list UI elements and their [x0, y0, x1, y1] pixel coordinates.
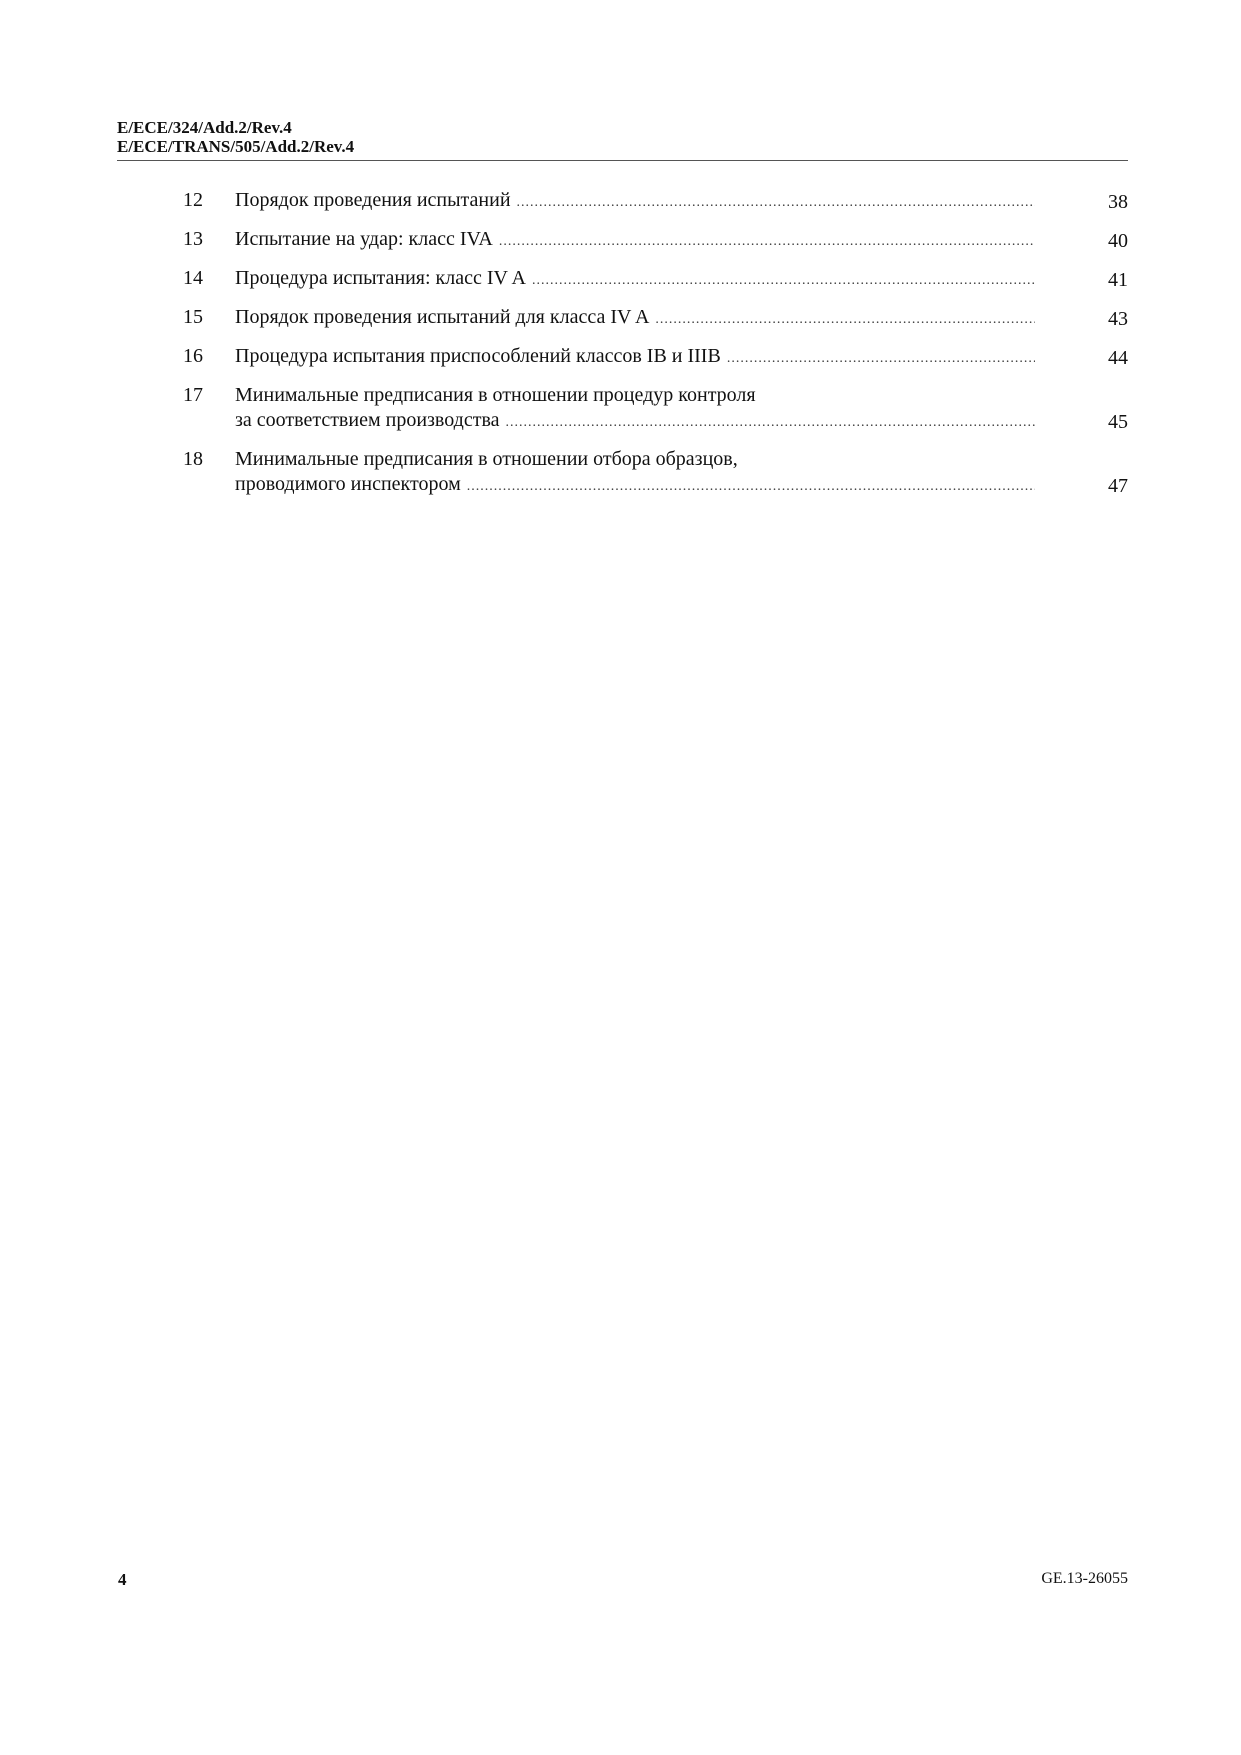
toc-entry-title: Минимальные предписания в отношении отбора образцов,	[235, 448, 738, 470]
toc-entry[interactable]	[183, 266, 1128, 293]
toc-leader-dots	[467, 474, 1035, 499]
running-header	[117, 118, 1128, 161]
toc-entry-number: 14	[183, 267, 203, 289]
toc-entry-page: 47	[1108, 475, 1128, 497]
document-symbol-1: E/ECE/324/Add.2/Rev.4	[117, 118, 292, 137]
toc-entry-page: 41	[1108, 269, 1128, 291]
toc-entry-page: 40	[1108, 230, 1128, 252]
toc-entry-page: 44	[1108, 347, 1128, 369]
toc-leader-dots	[532, 268, 1035, 293]
table-of-contents	[183, 188, 1128, 511]
toc-entry-title: Порядок проведения испытаний для класса IV A	[235, 306, 650, 328]
toc-entry-page: 45	[1108, 411, 1128, 433]
toc-entry-title-continued: за соответствием производства	[235, 409, 500, 431]
toc-entry[interactable]	[183, 188, 1128, 215]
toc-entry[interactable]	[183, 227, 1128, 254]
toc-entry-number: 18	[183, 448, 203, 470]
toc-entry-title: Испытание на удар: класс IVA	[235, 228, 493, 250]
toc-entry-title: Процедура испытания: класс IV A	[235, 267, 526, 289]
toc-entry-title: Процедура испытания приспособлений классов IB и IIIB	[235, 345, 721, 367]
toc-entry-title: Порядок проведения испытаний	[235, 189, 511, 211]
page-number: 4	[118, 1570, 127, 1589]
toc-leader-dots	[727, 346, 1035, 371]
toc-entry-number: 15	[183, 306, 203, 328]
toc-entry-number: 12	[183, 189, 203, 211]
toc-entry[interactable]	[183, 344, 1128, 371]
toc-entry-number: 13	[183, 228, 203, 250]
document-symbol-2: E/ECE/TRANS/505/Add.2/Rev.4	[117, 137, 355, 156]
toc-entry-page: 43	[1108, 308, 1128, 330]
toc-entry-title-continued: проводимого инспектором	[235, 473, 461, 495]
document-code: GE.13-26055	[1041, 1570, 1128, 1587]
toc-entry[interactable]	[183, 447, 1128, 499]
toc-leader-dots	[506, 410, 1035, 435]
toc-entry[interactable]	[183, 383, 1128, 435]
toc-leader-dots	[517, 190, 1035, 215]
toc-leader-dots	[499, 229, 1035, 254]
toc-entry-number: 17	[183, 384, 203, 406]
toc-entry-page: 38	[1108, 191, 1128, 213]
toc-entry-title: Минимальные предписания в отношении процедур контроля	[235, 384, 756, 406]
toc-entry[interactable]	[183, 305, 1128, 332]
toc-entry-number: 16	[183, 345, 203, 367]
toc-leader-dots	[655, 307, 1035, 332]
